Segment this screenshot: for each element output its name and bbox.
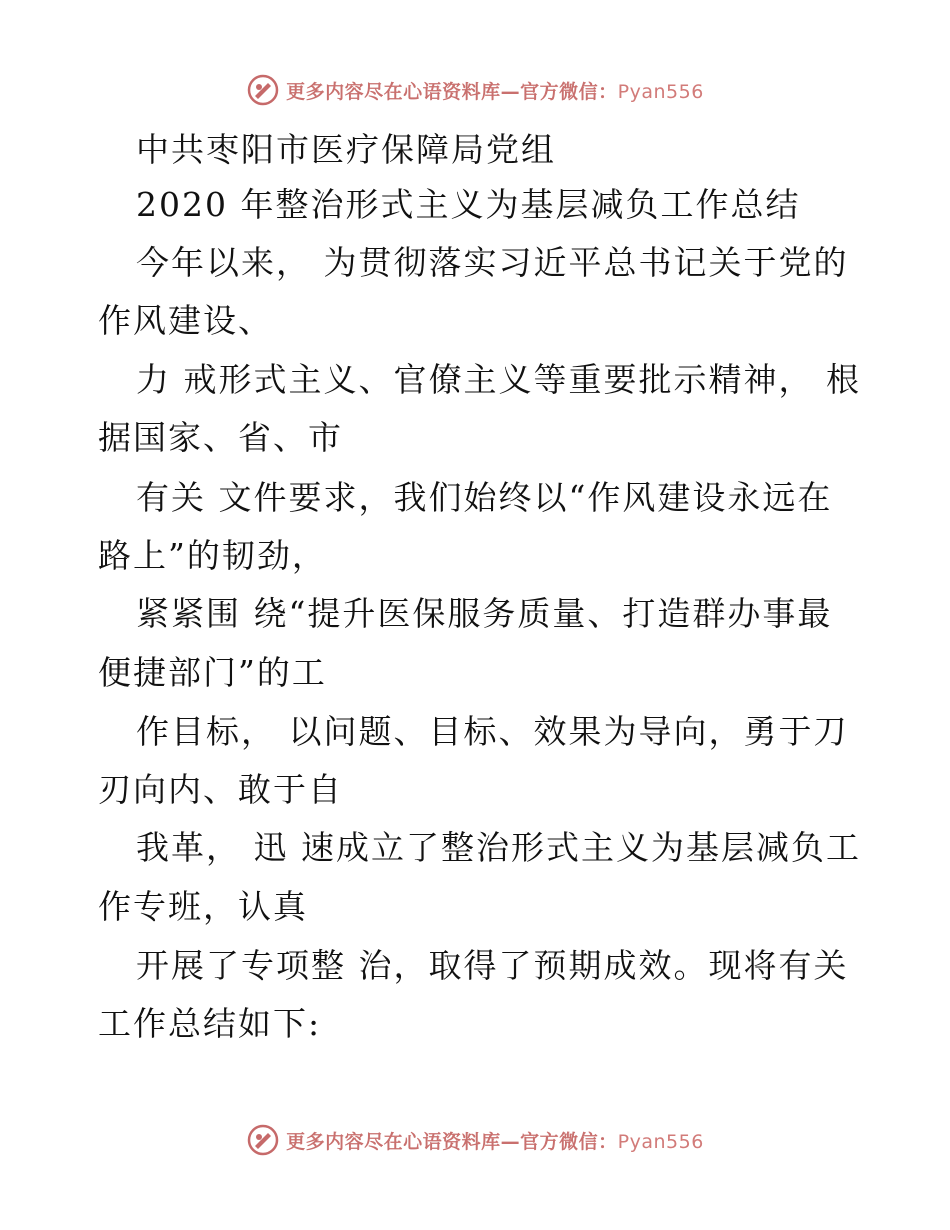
watermark-text: 更多内容尽在心语资料库—官方微信：Pyan556 [286,1130,704,1153]
paragraph-line: 作目标， 以问题、目标、效果为导向，勇于刀 [136,712,849,751]
paragraph-line: 工作总结如下: [98,1004,322,1043]
logo-icon [246,1123,280,1157]
paragraph-line: 有关 文件要求，我们始终以“作风建设永远在 [136,478,833,517]
paragraph-line: 开展了专项整 治，取得了预期成效。现将有关 [136,946,849,985]
watermark-top [0,70,950,110]
doc-title: 2020 年整治形式主义为基层减负工作总结 [136,185,801,224]
paragraph-line: 刃向内、敢于自 [98,770,343,809]
paragraph-line: 力 戒形式主义、官僚主义等重要批示精神， 根 [136,360,861,399]
watermark-text: 更多内容尽在心语资料库—官方微信：Pyan556 [286,80,704,103]
logo-icon [246,73,280,107]
paragraph-line: 据国家、省、市 [98,418,343,457]
paragraph-line: 我革， 迅 速成立了整治形式主义为基层减负工 [136,828,861,867]
paragraph-line: 今年以来， 为贯彻落实习近平总书记关于党的 [136,243,849,282]
paragraph-line: 作风建设、 [98,301,273,340]
doc-title-org: 中共枣阳市医疗保障局党组 [136,130,556,169]
watermark-bottom [0,1120,950,1160]
paragraph-line: 便捷部门”的工 [98,653,327,692]
paragraph-line: 作专班，认真 [98,887,308,926]
paragraph-line: 紧紧围 绕“提升医保服务质量、打造群办事最 [136,594,833,633]
paragraph-line: 路上”的韧劲， [98,536,327,575]
